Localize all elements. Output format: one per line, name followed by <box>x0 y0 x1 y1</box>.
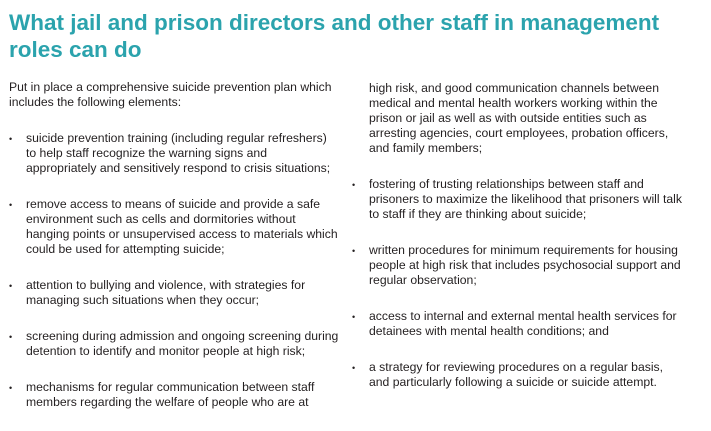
list-item-text: suicide prevention training (including regular refreshers) to help staff recognize the warning signs and appropriately and sensitively respond to crisis situations; <box>26 131 331 175</box>
list-item <box>9 131 339 176</box>
list-item-text: attention to bullying and violence, with strategies for managing such situations when they occur; <box>26 278 306 307</box>
bullet-icon: • <box>352 246 356 256</box>
left-column <box>9 80 339 431</box>
list-item-continuation: high risk, and good communication channels between medical and mental health workers working within the prison or jail as well as with outside entities such as arresting agencies, court employees, probation officers, and family members; <box>369 81 669 155</box>
section-heading: What jail and prison directors and other staff in management roles can do <box>9 10 660 62</box>
bullet-icon: • <box>352 180 356 190</box>
right-bullet-list <box>352 177 682 390</box>
list-item-text: screening during admission and ongoing screening during detention to identify and monitor people at high risk; <box>26 329 339 358</box>
list-item <box>9 278 339 308</box>
bullet-icon: • <box>9 383 13 393</box>
list-item <box>352 177 682 222</box>
list-item-text: access to internal and external mental health services for detainees with mental health conditions; and <box>369 309 677 338</box>
list-item <box>352 243 682 288</box>
list-item <box>9 380 339 410</box>
intro-paragraph: Put in place a comprehensive suicide prevention plan which includes the following elements: <box>9 80 332 109</box>
right-column <box>352 81 682 411</box>
list-item <box>352 309 682 339</box>
list-item <box>352 360 682 390</box>
bullet-icon: • <box>352 363 356 373</box>
bullet-icon: • <box>9 332 13 342</box>
bullet-icon: • <box>9 200 13 210</box>
list-item <box>9 329 339 359</box>
bullet-icon: • <box>9 281 13 291</box>
bullet-icon: • <box>352 312 356 322</box>
list-item-text: mechanisms for regular communication between staff members regarding the welfare of people who are at <box>26 380 315 409</box>
list-item-text: a strategy for reviewing procedures on a regular basis, and particularly following a suicide or suicide attempt. <box>369 360 664 389</box>
left-bullet-list <box>9 131 339 410</box>
list-item-text: fostering of trusting relationships between staff and prisoners to maximize the likelihood that prisoners will talk to staff if they are thinking about suicide; <box>369 177 682 221</box>
list-item-text: remove access to means of suicide and provide a safe environment such as cells and dormitories without hanging points or unsupervised access to materials which could be used for attempting suicide; <box>26 197 338 256</box>
list-item-text: written procedures for minimum requirements for housing people at high risk that includes psychosocial support and regular observation; <box>369 243 681 287</box>
bullet-icon: • <box>9 134 13 144</box>
list-item <box>9 197 339 257</box>
